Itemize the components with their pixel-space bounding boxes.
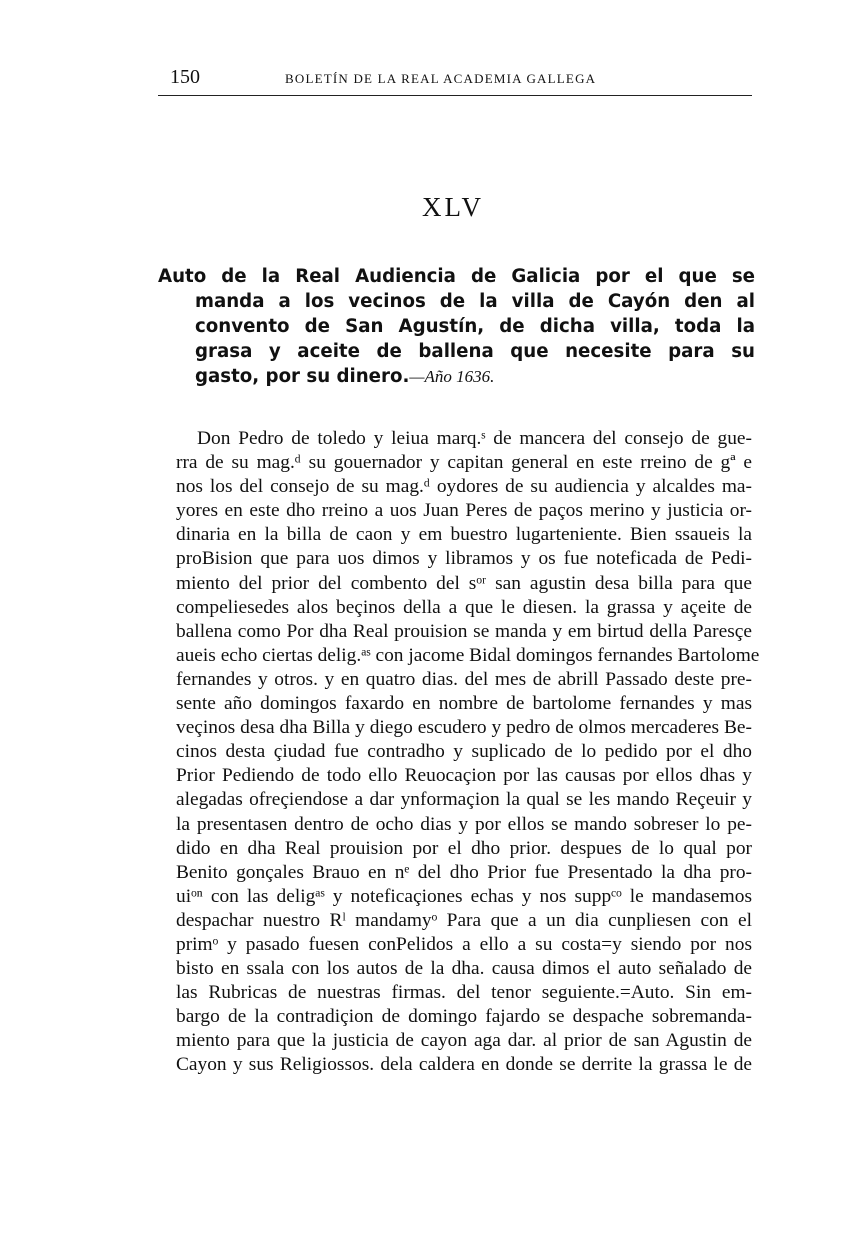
body-line: proBision que para uos dimos y libramos y os fue noteficada de Pedi- xyxy=(176,548,752,570)
document-number: XLV xyxy=(422,192,485,222)
body-line: primᵒ y pasado fuesen conPelidos a ello a su costa=y siendo por nos xyxy=(176,933,752,955)
body-line: compeliesedes alos beçinos della a que le diesen. la grassa y açeite de xyxy=(176,596,752,618)
body-line: veçinos desa dha Billa y diego escudero y pedro de olmos mercaderes Be- xyxy=(176,717,752,739)
heading-line: convento de San Agustín, de dicha villa, toda la xyxy=(195,316,755,337)
body-line: Prior Pediendo de todo ello Reuocaçion por las causas por ellos dhas y xyxy=(176,765,752,787)
running-title: BOLETÍN DE LA REAL ACADEMIA GALLEGA xyxy=(285,71,597,86)
body-line: Don Pedro de toledo y leiua marq.ˢ de mancera del consejo de gue- xyxy=(197,428,752,449)
body-line: sente año domingos faxardo en nombre de bartolome fernandes y mas xyxy=(176,693,752,715)
heading-line: grasa y aceite de ballena que necesite para su xyxy=(195,341,755,362)
body-line: bisto en ssala con los autos de la dha. causa dimos el auto señalado de xyxy=(176,958,752,980)
document-body xyxy=(176,427,760,1078)
body-line: uiᵒⁿ con las deligᵃˢ y noteficaçiones echas y nos suppᶜᵒ le mandasemos xyxy=(176,885,752,907)
body-line: ballena como Por dha Real prouision se manda y em birtud della Paresçe xyxy=(176,620,752,642)
body-line: nos los del consejo de su mag.ᵈ oydores de su audiencia y alcaldes ma- xyxy=(176,476,752,498)
heading-year: —Año 1636. xyxy=(409,367,495,386)
body-line: miento para que la justicia de cayon aga dar. al prior de san Agustin de xyxy=(176,1030,752,1052)
body-line: Cayon y sus Religiossos. dela caldera en donde se derrite la grassa le de xyxy=(176,1054,752,1076)
body-line: dinaria en la billa de caon y em buestro lugarteniente. Bien ssaueis la xyxy=(176,524,752,546)
body-line: dido en dha Real prouision por el dho prior. despues de lo qual por xyxy=(176,837,752,859)
heading-line: Auto de la Real Audiencia de Galicia por el que se xyxy=(158,266,755,287)
page-number: 150 xyxy=(170,66,200,88)
body-line: aueis echo ciertas delig.ᵃˢ con jacome Bidal domingos fernandes Bartolome xyxy=(176,644,760,666)
body-line: las Rubricas de nuestras firmas. del tenor seguiente.=Auto. Sin em- xyxy=(176,982,752,1004)
body-line: alegadas ofreçiendose a dar ynformaçion la qual se les mando Reçeuir y xyxy=(176,789,752,811)
body-line: bargo de la contradiçion de domingo fajardo se despache sobremanda- xyxy=(176,1006,752,1028)
body-line: fernandes y otros. y en quatro dias. del mes de abrill Passado deste pre- xyxy=(176,668,752,690)
body-line: la presentasen dentro de ocho dias y por ellos se mando sobreser lo pe- xyxy=(176,813,752,835)
body-line: miento del prior del combento del sᵒʳ san agustin desa billa para que xyxy=(176,572,752,594)
body-line: despachar nuestro Rˡ mandamyᵒ Para que a un dia cunpliesen con el xyxy=(176,909,752,931)
document-heading xyxy=(158,264,755,389)
body-line: rra de su mag.ᵈ su gouernador y capitan general en este rreino de gª e xyxy=(176,452,752,474)
body-line: yores en este dho rreino a uos Juan Peres de paços merino y justicia or- xyxy=(176,500,752,522)
heading-last-line: gasto, por su dinero. xyxy=(195,366,410,387)
header-rule xyxy=(158,95,752,96)
body-line: cinos desta çiudad fue contradho y suplicado de lo pedido por el dho xyxy=(176,741,752,763)
heading-line: manda a los vecinos de la villa de Cayón den al xyxy=(195,291,755,312)
body-line: Benito gonçales Brauo en nᵉ del dho Prior fue Presentado la dha pro- xyxy=(176,861,752,883)
heading-line xyxy=(158,364,755,389)
